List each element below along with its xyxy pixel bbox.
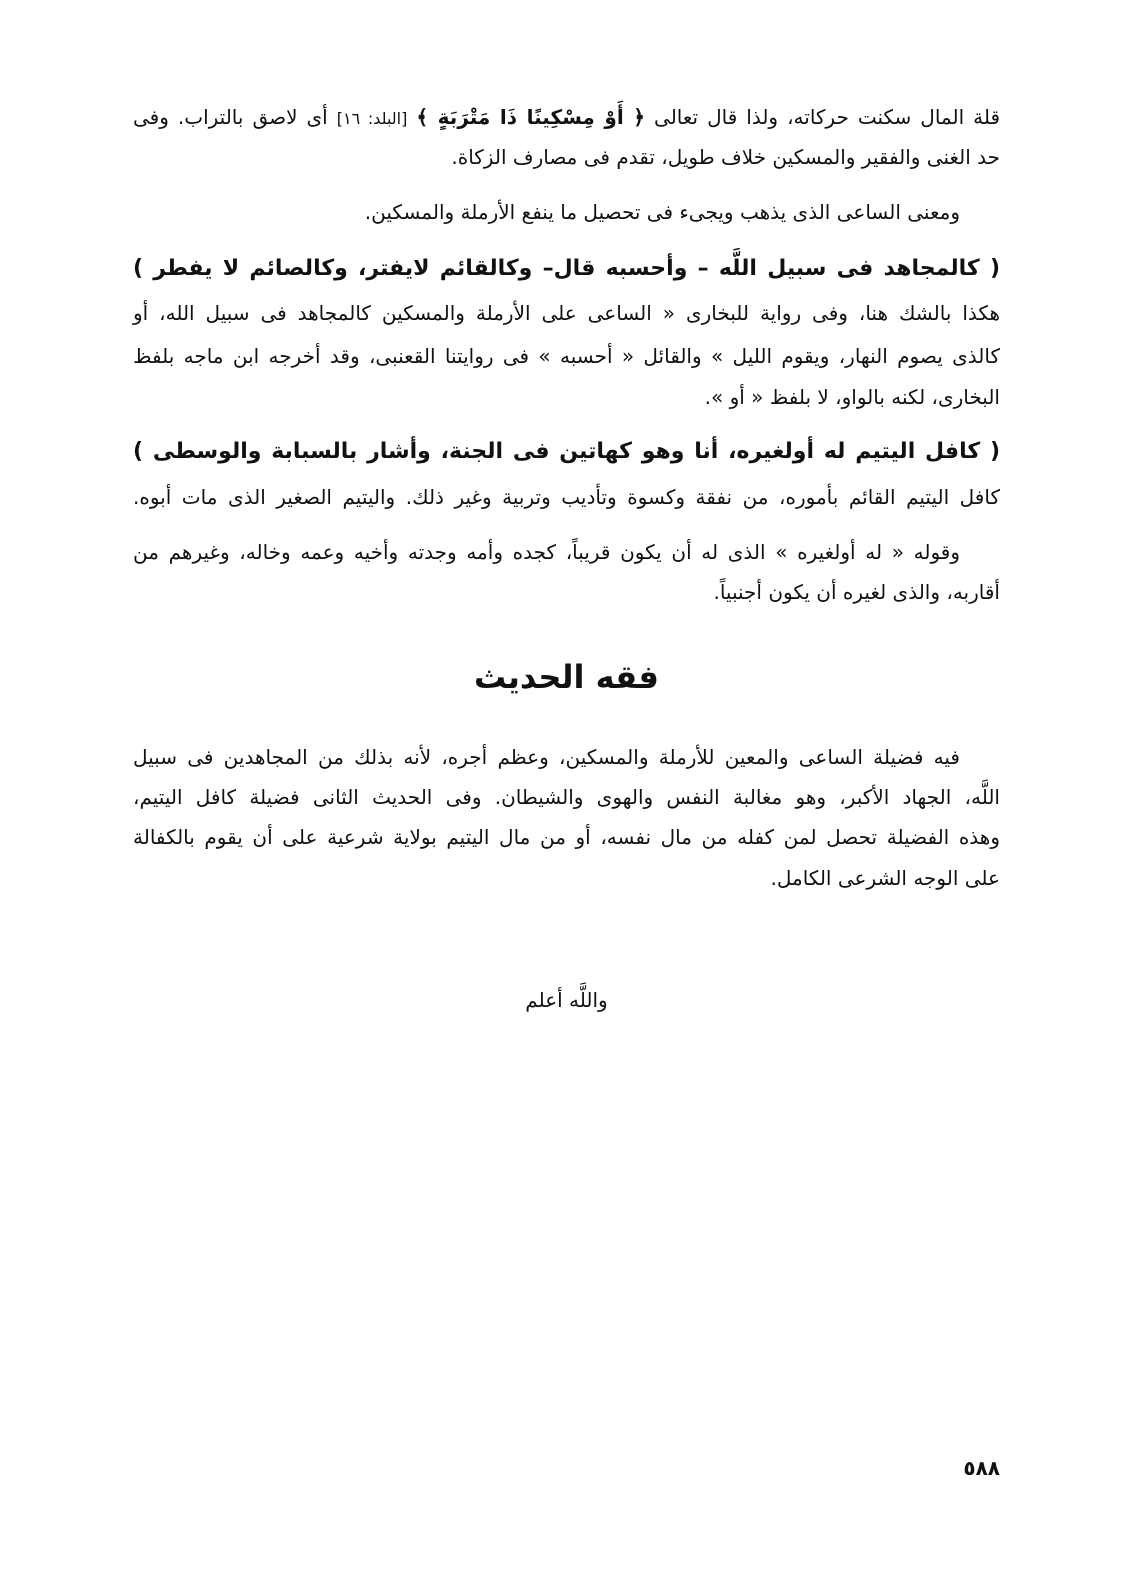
text-line: فيه فضيلة الساعى والمعين للأرملة والمسكين، وعظم أجره، لأنه بذلك من المجاهدين فى سبيل: [133, 745, 960, 769]
text-line: البخارى، لكنه بالواو، لا بلفظ « أو ».: [704, 385, 1000, 409]
text-span: قلة المال سكنت حركاته، ولذا قال تعالى: [654, 105, 1001, 129]
text-line: كافل اليتيم القائم بأموره، من نفقة وكسوة وتأديب وتربية وغير ذلك. واليتيم الصغير الذى مات أبوه.: [133, 485, 1000, 509]
page-number: ٥٨٨: [963, 1456, 1000, 1480]
verse-reference: [البلد: ١٦]: [336, 109, 408, 128]
text-span: أى لاصق بالتراب. وفى: [133, 105, 328, 129]
text-line: أقاربه، والذى لغيره أن يكون أجنبياً.: [713, 580, 1000, 604]
quran-verse: ﴿ أَوْ مِسْكِينًا ذَا مَتْرَبَةٍ ﴾: [416, 105, 646, 129]
text-line: اللَّه، الجهاد الأكبر، وهو مغالبة النفس والهوى والشيطان. وفى الحديث الثانى فضيلة كافل اليتيم،: [133, 785, 1000, 809]
text-line: وقوله « له أولغيره » الذى له أن يكون قريباً، كجده وأمه وجدته وأخيه وعمه وخاله، وغيرهم من: [133, 540, 960, 564]
closing-phrase: واللَّه أعلم: [525, 988, 608, 1012]
text-line: [133, 102, 1000, 134]
text-line: وهذه الفضيلة تحصل لمن كفله من مال نفسه، أو من مال اليتيم بولاية شرعية على أن يقوم بالكفالة: [133, 825, 1000, 849]
text-line: هكذا بالشك هنا، وفى رواية للبخارى « الساعى على الأرملة والمسكين كالمجاهد فى سبيل الله، أو: [133, 301, 1000, 325]
hadith-text: ( كالمجاهد فى سبيل اللَّه – وأحسبه قال– وكالقائم لايفتر، وكالصائم لا يفطر ): [133, 256, 1000, 281]
hadith-text: ( كافل اليتيم له أولغيره، أنا وهو كهاتين فى الجنة، وأشار بالسبابة والوسطى ): [133, 439, 1000, 464]
section-title: فقه الحديث: [474, 658, 659, 696]
text-line: كالذى يصوم النهار، ويقوم الليل » والقائل « أحسبه » فى روايتنا القعنبى، وقد أخرجه ابن ماجه بلفظ: [133, 344, 1000, 368]
text-line: على الوجه الشرعى الكامل.: [770, 866, 1000, 890]
text-line: حد الغنى والفقير والمسكين خلاف طويل، تقدم فى مصارف الزكاة.: [451, 145, 1000, 169]
text-line: ومعنى الساعى الذى يذهب ويجىء فى تحصيل ما ينفع الأرملة والمسكين.: [364, 200, 960, 224]
